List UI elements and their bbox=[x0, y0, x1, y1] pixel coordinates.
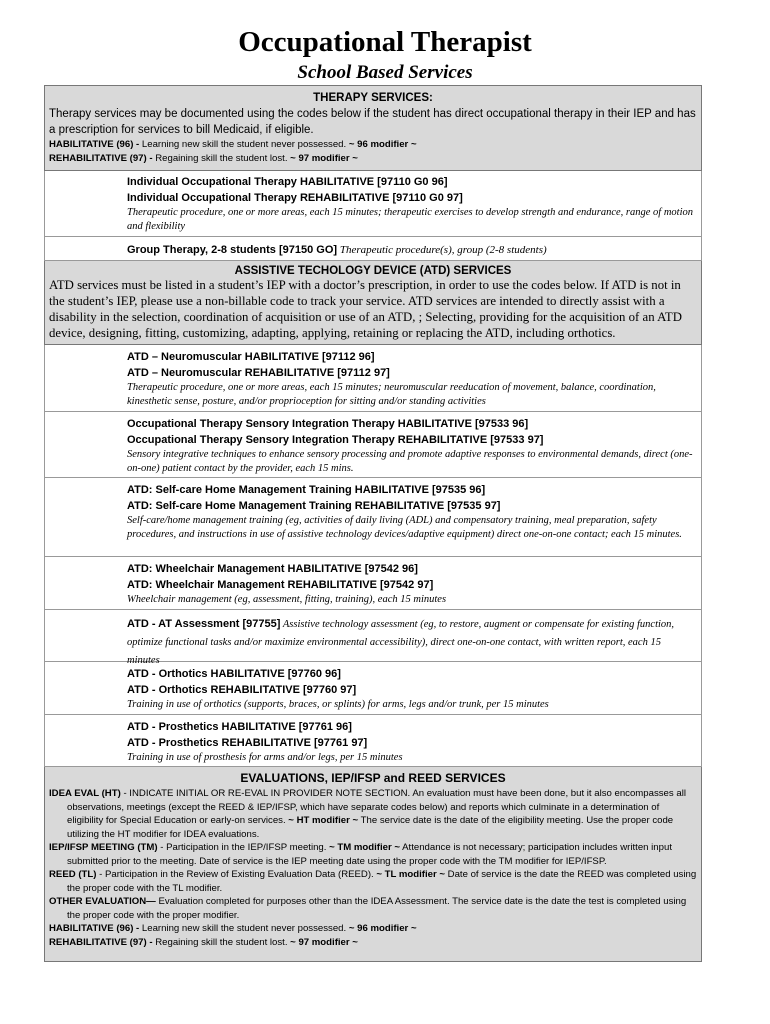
neuro-desc: Therapeutic procedure, one or more areas, each 15 minutes; neuromuscular reeducation of movement, balance, coordination, kinesthetic sense, posture, and/or proprioception for sitting and/or standing activities bbox=[127, 382, 656, 407]
group-therapy-row bbox=[44, 237, 702, 261]
at-assessment-row bbox=[44, 610, 702, 666]
neuromuscular-row bbox=[44, 345, 702, 412]
wheelchair-code-rehab: ATD: Wheelchair Management REHABILITATIVE [97542 97] bbox=[127, 579, 434, 591]
orthotics-desc: Training in use of orthotics (supports, braces, or splints) for arms, legs and/or trunk, per 15 minutes bbox=[127, 699, 549, 710]
selfcare-row bbox=[44, 478, 702, 557]
sensory-row bbox=[44, 412, 702, 478]
selfcare-code-rehab: ATD: Self-care Home Management Training REHABILITATIVE [97535 97] bbox=[127, 500, 501, 512]
prosthetics-row bbox=[44, 715, 702, 767]
individual-code-hab: Individual Occupational Therapy HABILITATIVE [97110 G0 96] bbox=[127, 176, 448, 188]
selfcare-code-hab: ATD: Self-care Home Management Training HABILITATIVE [97535 96] bbox=[127, 484, 486, 496]
assessment-desc: Assistive technology assessment (eg, to restore, augment or compensate for existing function, optimize functional tasks and/or maximize environmental accessibility), direct one-on-one contact, with written report, each 15 minutes bbox=[127, 619, 675, 666]
group-code: Group Therapy, 2-8 students [97150 GO] bbox=[127, 244, 338, 256]
therapy-rehab-line: REHABILITATIVE (97) - Regaining skill the student lost. ~ 97 modifier ~ bbox=[49, 152, 358, 164]
individual-desc: Therapeutic procedure, one or more areas, each 15 minutes; therapeutic exercises to develop strength and endurance, range of motion and flexibility bbox=[127, 207, 694, 232]
atd-heading: ASSISTIVE TECHOLOGY DEVICE (ATD) SERVICES bbox=[234, 265, 512, 277]
orthotics-row bbox=[44, 662, 702, 715]
sensory-code-rehab: Occupational Therapy Sensory Integration Therapy REHABILITATIVE [97533 97] bbox=[127, 434, 544, 446]
wheelchair-code-hab: ATD: Wheelchair Management HABILITATIVE [97542 96] bbox=[127, 563, 418, 575]
other-eval-item: OTHER EVALUATION— Evaluation completed for purposes other than the IDEA Assessment. The service date is the date the test is completed using the proper code with the proper modifier. bbox=[49, 896, 687, 921]
evals-heading: EVALUATIONS, IEP/IFSP and REED SERVICES bbox=[240, 771, 506, 785]
reed-item: REED (TL) - Participation in the Review of Existing Evaluation Data (REED). ~ TL modifier ~ Date of service is the date the REED was completed using the proper code with the TL modifier. bbox=[49, 869, 697, 894]
prosthetics-code-hab: ATD - Prosthetics HABILITATIVE [97761 96] bbox=[127, 721, 352, 733]
evals-hab-line: HABILITATIVE (96) - Learning new skill the student never possessed. ~ 96 modifier ~ bbox=[49, 923, 417, 934]
group-desc: Therapeutic procedure(s), group (2-8 students) bbox=[337, 244, 547, 256]
atd-intro: ATD services must be listed in a student’s IEP with a doctor’s prescription, in order to use the codes below. If ATD is not in the student’s IEP, please use a non-billable code to track your service. ATD services are intended to directly assist with a disability in the selection, coordination of acquisition or use of an ATD, ; Selecting, providing for the acquisition of an ATD device, designing, fitting, customizing, adapting, applying, retaining or replacing the ATD, including orthotics. bbox=[49, 278, 682, 340]
sensory-desc: Sensory integrative techniques to enhance sensory processing and promote adaptive responses to environmental demands, direct (one-on-one) patient contact by the provider, each 15 mins. bbox=[127, 449, 693, 474]
therapy-heading: THERAPY SERVICES: bbox=[313, 92, 433, 104]
orthotics-code-hab: ATD - Orthotics HABILITATIVE [97760 96] bbox=[127, 668, 341, 680]
evals-rehab-line: REHABILITATIVE (97) - Regaining skill the student lost. ~ 97 modifier ~ bbox=[49, 936, 358, 948]
page-title: Occupational Therapist bbox=[238, 26, 532, 58]
neuro-code-hab: ATD – Neuromuscular HABILITATIVE [97112 96] bbox=[127, 351, 375, 363]
selfcare-desc: Self-care/home management training (eg, activities of daily living (ADL) and compensatory training, meal preparation, safety procedures, and instructions in use of assistive technology devices/adaptive equipment) direct one-on-one contact; each 15 minutes. bbox=[127, 515, 682, 540]
atd-section bbox=[44, 261, 702, 345]
orthotics-code-rehab: ATD - Orthotics REHABILITATIVE [97760 97] bbox=[127, 684, 357, 696]
idea-eval-item: IDEA EVAL (HT) - INDICATE INITIAL OR RE-EVAL IN PROVIDER NOTE SECTION. An evaluation must have been done, but it also encompasses all observations, meetings (except the REED & IEP/IFSP, which have separate codes below) and reports which culminate in a determination of eligibility for Special Education or early-on services. ~ HT modifier ~ The service date is the date of the eligibility meeting. Use the proper code utilizing the HT modifier for IDEA evaluations. bbox=[49, 788, 686, 840]
assessment-code: ATD - AT Assessment [97755] bbox=[127, 618, 281, 630]
wheelchair-row bbox=[44, 557, 702, 610]
page-subtitle: School Based Services bbox=[297, 62, 473, 83]
neuro-code-rehab: ATD – Neuromuscular REHABILITATIVE [97112 97] bbox=[127, 367, 390, 379]
prosthetics-code-rehab: ATD - Prosthetics REHABILITATIVE [97761 97] bbox=[127, 737, 368, 749]
iep-meeting-item: IEP/IFSP MEETING (TM) - Participation in the IEP/IFSP meeting. ~ TM modifier ~ Attendance is not necessary; participation includes written input submitted prior to the meeting. Date of service is the IEP meeting date using the proper code with the TM modifier for IEP/IFSP. bbox=[49, 842, 672, 867]
therapy-services-section bbox=[44, 85, 702, 171]
individual-therapy-row bbox=[44, 171, 702, 237]
sensory-code-hab: Occupational Therapy Sensory Integration Therapy HABILITATIVE [97533 96] bbox=[127, 418, 529, 430]
therapy-intro: Therapy services may be documented using the codes below if the student has direct occupational therapy in their IEP and has a prescription for services to bill Medicaid, if eligible. bbox=[49, 108, 696, 136]
prosthetics-desc: Training in use of prosthesis for arms and/or legs, per 15 minutes bbox=[127, 752, 403, 763]
wheelchair-desc: Wheelchair management (eg, assessment, fitting, training), each 15 minutes bbox=[127, 594, 447, 605]
individual-code-rehab: Individual Occupational Therapy REHABILITATIVE [97110 G0 97] bbox=[127, 192, 463, 204]
evaluations-section bbox=[44, 767, 702, 962]
therapy-hab-line: HABILITATIVE (96) - Learning new skill the student never possessed. ~ 96 modifier ~ bbox=[49, 139, 417, 150]
